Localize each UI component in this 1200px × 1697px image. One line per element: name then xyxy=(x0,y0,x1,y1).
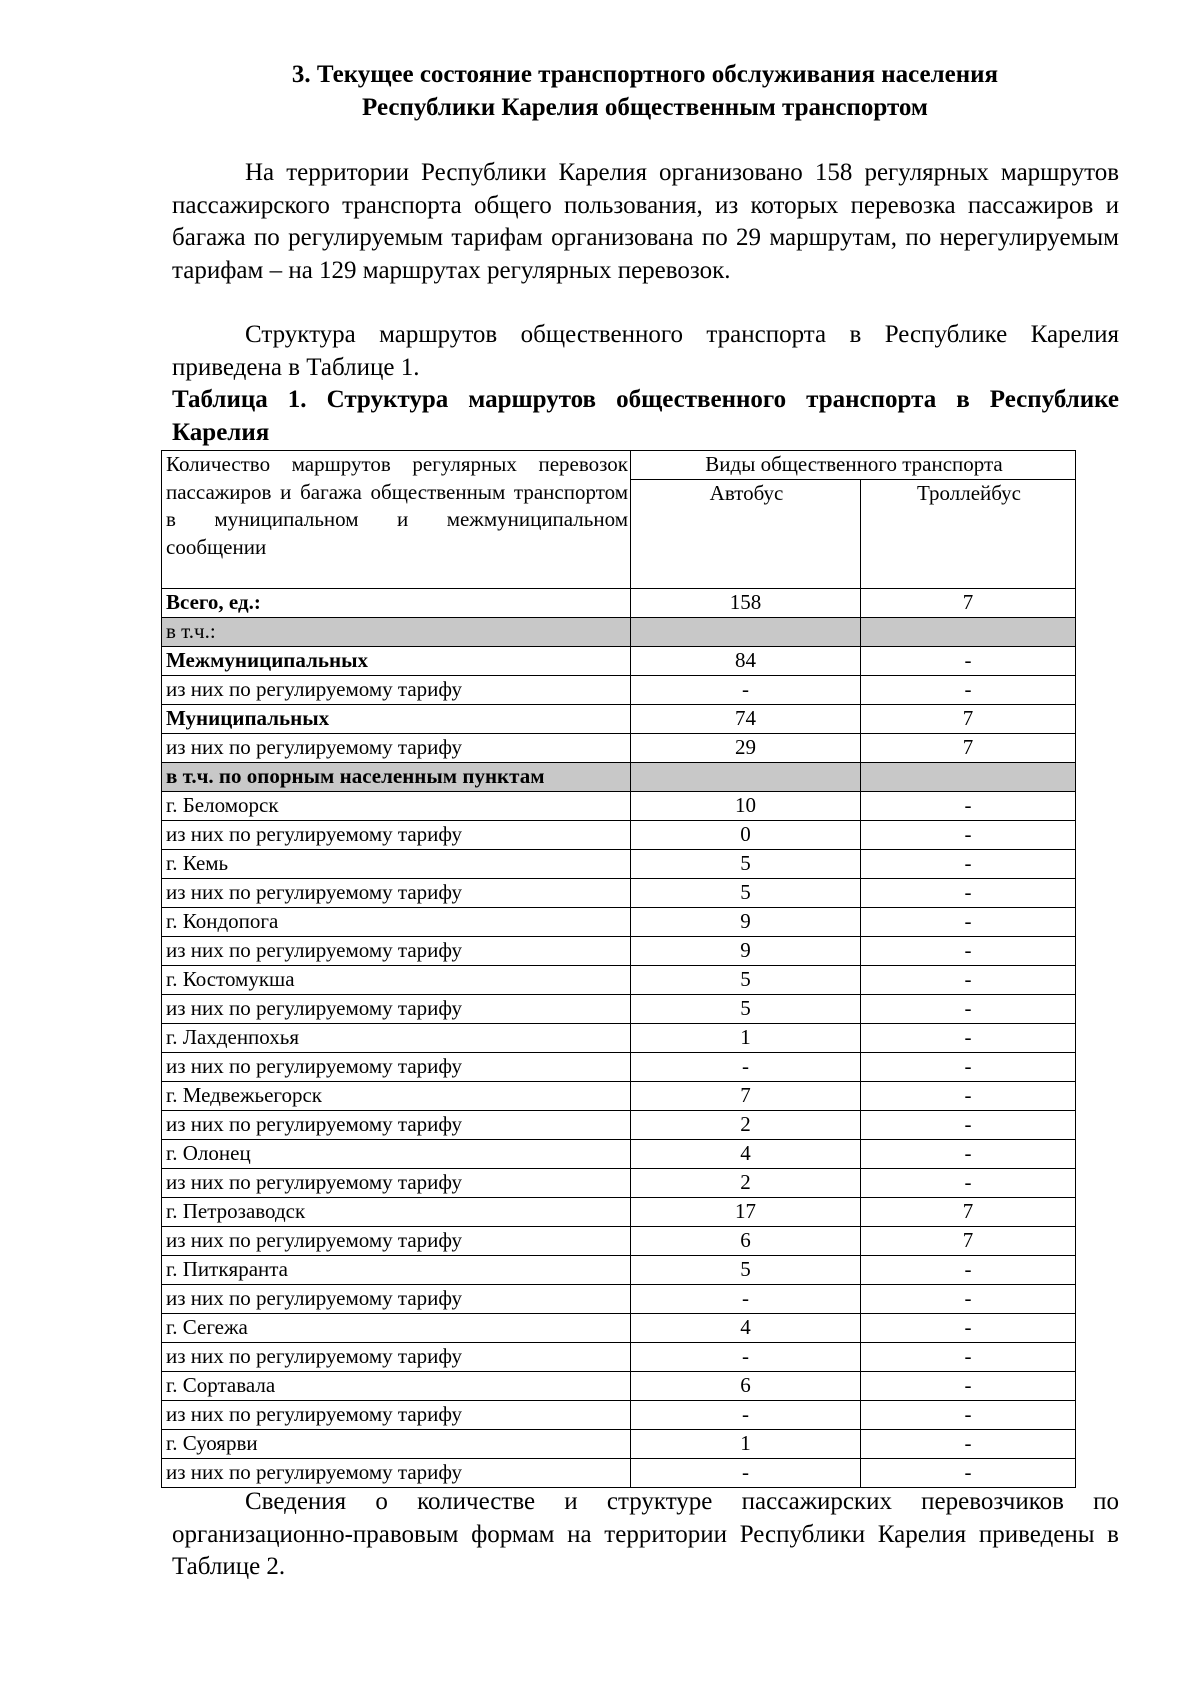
table-row xyxy=(162,1314,1076,1343)
bus-count: 10 xyxy=(631,792,861,821)
bus-count xyxy=(631,763,861,792)
table-row xyxy=(162,908,1076,937)
trolleybus-count: - xyxy=(861,1401,1076,1430)
table-row xyxy=(162,1024,1076,1053)
table-row xyxy=(162,1430,1076,1459)
row-label: из них по регулируемому тарифу xyxy=(162,1343,631,1372)
table-row xyxy=(162,821,1076,850)
bus-count: - xyxy=(631,1343,861,1372)
carriers-paragraph-text: Сведения о количестве и структуре пассажирских перевозчиков по организационно-правовым формам на территории Республики Карелия приведены в Таблице 2. xyxy=(172,1488,1119,1580)
bus-count: - xyxy=(631,676,861,705)
table-header-row-1 xyxy=(162,451,1076,480)
intro-paragraph xyxy=(172,157,1119,287)
bus-count: 5 xyxy=(631,1256,861,1285)
table-row xyxy=(162,1198,1076,1227)
structure-paragraph xyxy=(172,319,1119,384)
table-row xyxy=(162,1140,1076,1169)
trolleybus-count xyxy=(861,763,1076,792)
trolleybus-count xyxy=(861,618,1076,647)
trolleybus-count: - xyxy=(861,1256,1076,1285)
table-row xyxy=(162,1169,1076,1198)
bus-count: 5 xyxy=(631,995,861,1024)
structure-paragraph-text: Структура маршрутов общественного транспорта в Республике Карелия приведена в Таблице 1. xyxy=(172,321,1119,381)
row-label: из них по регулируемому тарифу xyxy=(162,734,631,763)
bus-count: 5 xyxy=(631,850,861,879)
row-label: г. Сегежа xyxy=(162,1314,631,1343)
header-trolleybus: Троллейбус xyxy=(861,480,1076,589)
table-row xyxy=(162,734,1076,763)
trolleybus-count: - xyxy=(861,1314,1076,1343)
bus-count: 0 xyxy=(631,821,861,850)
bus-count: 1 xyxy=(631,1024,861,1053)
bus-count: - xyxy=(631,1053,861,1082)
bus-count: 1 xyxy=(631,1430,861,1459)
bus-count: - xyxy=(631,1285,861,1314)
bus-count: 7 xyxy=(631,1082,861,1111)
table-row xyxy=(162,792,1076,821)
row-label: г. Беломорск xyxy=(162,792,631,821)
bus-count: 6 xyxy=(631,1372,861,1401)
trolleybus-count: - xyxy=(861,937,1076,966)
row-label: г. Петрозаводск xyxy=(162,1198,631,1227)
section-heading-line-2: Республики Карелия общественным транспортом xyxy=(362,94,928,121)
row-label: в т.ч. по опорным населенным пунктам xyxy=(162,763,631,792)
table-row xyxy=(162,966,1076,995)
trolleybus-count: - xyxy=(861,1430,1076,1459)
table-row xyxy=(162,1227,1076,1256)
section-heading xyxy=(170,58,1120,124)
trolleybus-count: - xyxy=(861,1285,1076,1314)
table-row xyxy=(162,1111,1076,1140)
trolleybus-count: - xyxy=(861,879,1076,908)
row-label: из них по регулируемому тарифу xyxy=(162,1401,631,1430)
row-label: г. Олонец xyxy=(162,1140,631,1169)
trolleybus-count: - xyxy=(861,850,1076,879)
row-label: из них по регулируемому тарифу xyxy=(162,1285,631,1314)
trolleybus-count: - xyxy=(861,647,1076,676)
bus-count: - xyxy=(631,1459,861,1488)
row-label: Всего, ед.: xyxy=(162,589,631,618)
trolleybus-count: - xyxy=(861,1459,1076,1488)
row-label: г. Кемь xyxy=(162,850,631,879)
trolleybus-count: 7 xyxy=(861,734,1076,763)
header-bus: Автобус xyxy=(631,480,861,589)
table-row xyxy=(162,1401,1076,1430)
trolleybus-count: 7 xyxy=(861,705,1076,734)
trolleybus-count: - xyxy=(861,1372,1076,1401)
row-label: из них по регулируемому тарифу xyxy=(162,1053,631,1082)
table-row xyxy=(162,1082,1076,1111)
row-label: из них по регулируемому тарифу xyxy=(162,995,631,1024)
table-row xyxy=(162,1285,1076,1314)
row-label: из них по регулируемому тарифу xyxy=(162,676,631,705)
carriers-paragraph xyxy=(172,1486,1119,1584)
row-label: г. Костомукша xyxy=(162,966,631,995)
trolleybus-count: - xyxy=(861,908,1076,937)
row-label: г. Суоярви xyxy=(162,1430,631,1459)
table-row xyxy=(162,995,1076,1024)
table-row xyxy=(162,1343,1076,1372)
trolleybus-count: - xyxy=(861,995,1076,1024)
trolleybus-count: 7 xyxy=(861,1227,1076,1256)
trolleybus-count: - xyxy=(861,1343,1076,1372)
trolleybus-count: - xyxy=(861,1169,1076,1198)
table-row xyxy=(162,589,1076,618)
table-row xyxy=(162,850,1076,879)
table-row xyxy=(162,879,1076,908)
header-routes-count: Количество маршрутов регулярных перевозок пассажиров и багажа общественным транспортом в муниципальном и межмуниципальном сообщении xyxy=(162,451,631,589)
table-row xyxy=(162,676,1076,705)
table-row xyxy=(162,937,1076,966)
table-row xyxy=(162,1372,1076,1401)
table-row xyxy=(162,1459,1076,1488)
row-label: из них по регулируемому тарифу xyxy=(162,1227,631,1256)
trolleybus-count: - xyxy=(861,1053,1076,1082)
row-label: из них по регулируемому тарифу xyxy=(162,821,631,850)
trolleybus-count: - xyxy=(861,1024,1076,1053)
bus-count: 158 xyxy=(631,589,861,618)
bus-count: 2 xyxy=(631,1111,861,1140)
table-row xyxy=(162,1256,1076,1285)
row-label: из них по регулируемому тарифу xyxy=(162,937,631,966)
bus-count xyxy=(631,618,861,647)
routes-structure-table xyxy=(161,450,1076,1488)
table-row xyxy=(162,763,1076,792)
table-row xyxy=(162,705,1076,734)
row-label: из них по регулируемому тарифу xyxy=(162,1111,631,1140)
bus-count: 5 xyxy=(631,879,861,908)
bus-count: 9 xyxy=(631,908,861,937)
row-label: из них по регулируемому тарифу xyxy=(162,879,631,908)
table-row xyxy=(162,1053,1076,1082)
bus-count: 9 xyxy=(631,937,861,966)
trolleybus-count: 7 xyxy=(861,589,1076,618)
row-label: г. Медвежьегорск xyxy=(162,1082,631,1111)
row-label: г. Сортавала xyxy=(162,1372,631,1401)
row-label: г. Кондопога xyxy=(162,908,631,937)
section-heading-line-1: 3. Текущее состояние транспортного обслуживания населения xyxy=(291,61,999,88)
trolleybus-count: - xyxy=(861,792,1076,821)
table-row xyxy=(162,618,1076,647)
header-transport-types: Виды общественного транспорта xyxy=(631,451,1076,480)
intro-paragraph-text: На территории Республики Карелия организовано 158 регулярных маршрутов пассажирского транспорта общего пользования, из которых перевозка пассажиров и багажа по регулируемым тарифам организована по 29 маршрутам, по нерегулируемым тарифам – на 129 маршрутах регулярных перевозок. xyxy=(172,159,1119,284)
bus-count: 4 xyxy=(631,1314,861,1343)
table-row xyxy=(162,647,1076,676)
row-label: г. Лахденпохья xyxy=(162,1024,631,1053)
trolleybus-count: - xyxy=(861,966,1076,995)
trolleybus-count: - xyxy=(861,821,1076,850)
bus-count: 74 xyxy=(631,705,861,734)
trolleybus-count: - xyxy=(861,676,1076,705)
trolleybus-count: - xyxy=(861,1082,1076,1111)
row-label: в т.ч.: xyxy=(162,618,631,647)
row-label: г. Питкяранта xyxy=(162,1256,631,1285)
bus-count: 17 xyxy=(631,1198,861,1227)
bus-count: - xyxy=(631,1401,861,1430)
bus-count: 5 xyxy=(631,966,861,995)
bus-count: 84 xyxy=(631,647,861,676)
row-label: Муниципальных xyxy=(162,705,631,734)
bus-count: 4 xyxy=(631,1140,861,1169)
row-label: из них по регулируемому тарифу xyxy=(162,1459,631,1488)
bus-count: 6 xyxy=(631,1227,861,1256)
table-caption: Таблица 1. Структура маршрутов общественного транспорта в Республике Карелия xyxy=(172,386,1119,446)
trolleybus-count: - xyxy=(861,1140,1076,1169)
bus-count: 29 xyxy=(631,734,861,763)
bus-count: 2 xyxy=(631,1169,861,1198)
row-label: Межмуниципальных xyxy=(162,647,631,676)
row-label: из них по регулируемому тарифу xyxy=(162,1169,631,1198)
trolleybus-count: 7 xyxy=(861,1198,1076,1227)
trolleybus-count: - xyxy=(861,1111,1076,1140)
